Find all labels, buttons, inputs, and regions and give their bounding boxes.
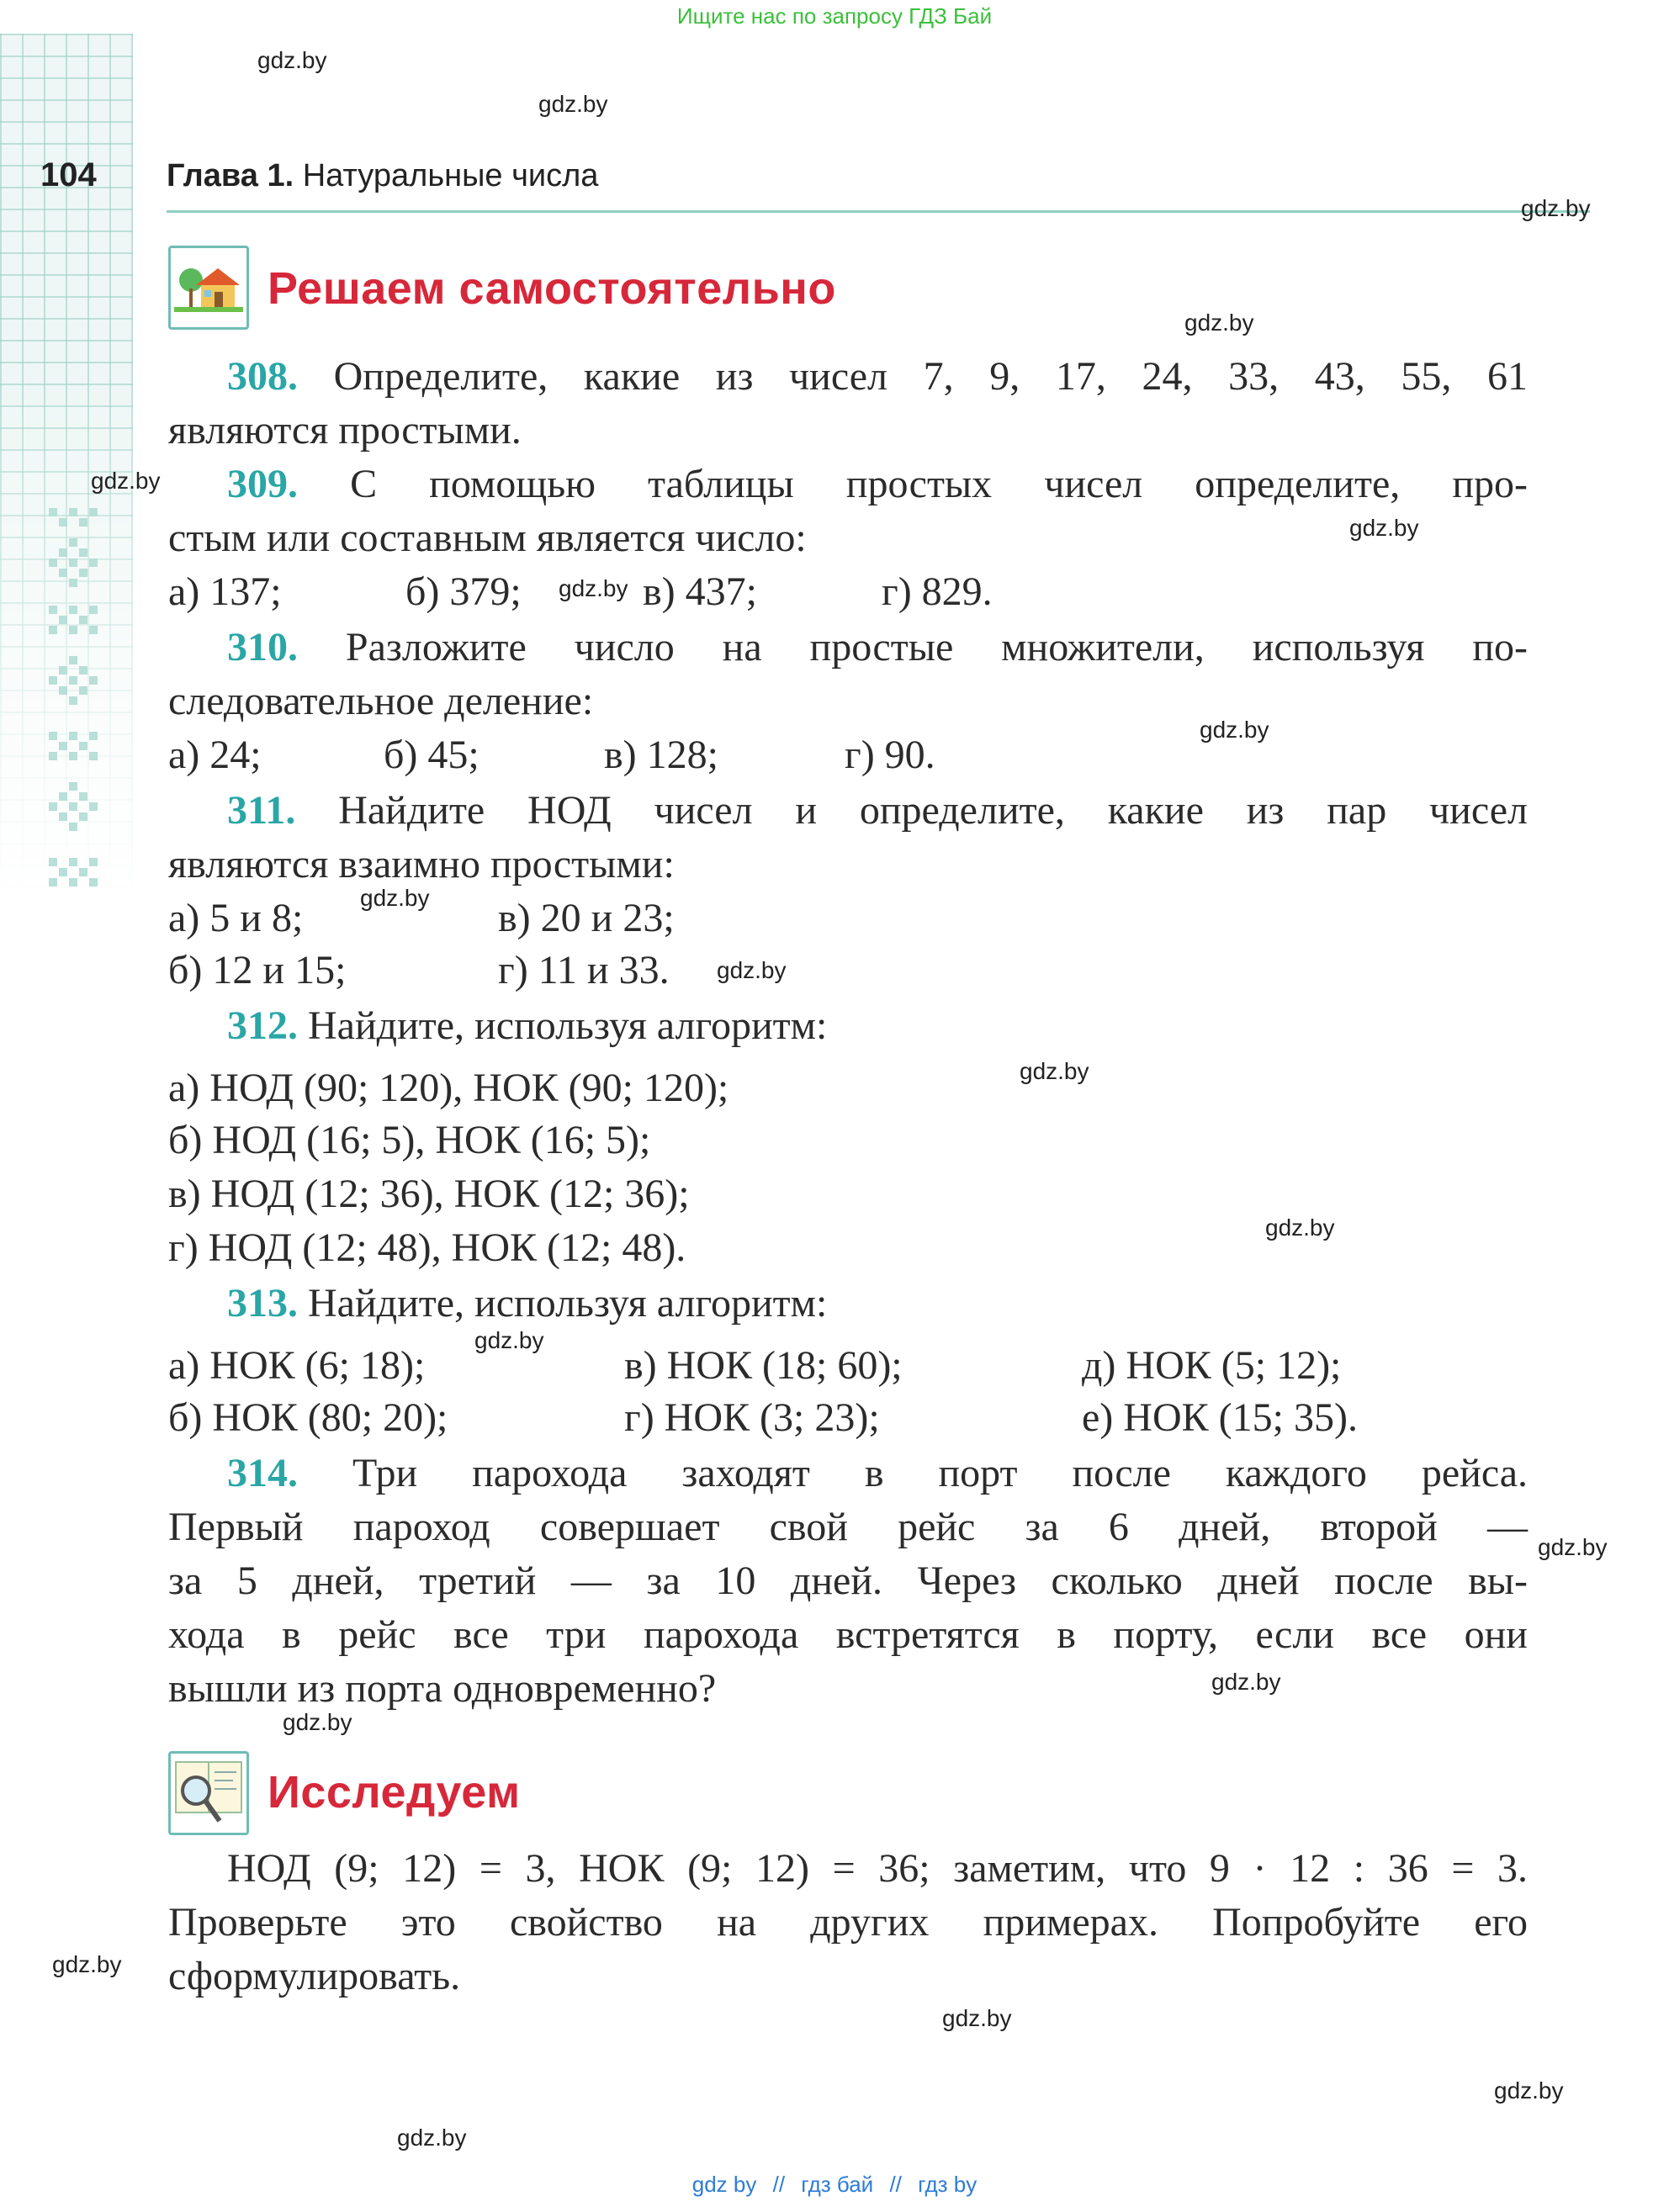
exercise-309-d: г) 829.: [882, 569, 993, 614]
watermark: gdz.by: [1521, 195, 1591, 221]
exercise-314-line1: [168, 1448, 1528, 1499]
exercise-314-line3: за 5 дней, третий — за 10 дней. Через сколько дней после вы-: [168, 1558, 1528, 1603]
exercise-308-line1: [168, 352, 1528, 402]
watermark: gdz.by: [1200, 717, 1269, 743]
exercise-311-line2: являются взаимно простыми:: [168, 842, 675, 886]
exercise-314-line5: вышли из порта одновременно?: [168, 1666, 717, 1711]
page-number: 104: [40, 156, 97, 193]
top-banner[interactable]: Ищите нас по запросу ГДЗ Бай: [676, 3, 993, 29]
exercise-314-line4: хода в рейс все три парохода встретятся в порту, если все они: [168, 1612, 1528, 1657]
exercise-text: Три парохода заходят в порт после каждого рейса.: [352, 1451, 1529, 1495]
exercise-310-a: а) 24;: [168, 733, 262, 777]
exercise-312-line1: [168, 1001, 1528, 1051]
watermark: gdz.by: [942, 2005, 1012, 2031]
exercise-309-c: в) 437;: [643, 569, 757, 614]
exercise-number: 309.: [227, 462, 298, 506]
exercise-311-line1: [168, 786, 1528, 836]
watermark: gdz.by: [538, 91, 608, 117]
watermark: gdz.by: [1265, 1214, 1335, 1241]
exercise-text: С помощью таблицы простых чисел определите, про-: [350, 462, 1529, 506]
watermark: gdz.by: [257, 47, 327, 73]
footer-link-gdz-bay[interactable]: гдз бай: [801, 2172, 874, 2197]
exercise-text: Найдите НОД чисел и определите, какие из пар чисел: [338, 788, 1528, 833]
explore-line2: Проверьте это свойство на других примерах. Попробуйте его: [168, 1900, 1528, 1945]
exercise-310-b: б) 45;: [384, 733, 480, 777]
exercise-text: Найдите, используя алгоритм:: [308, 1281, 828, 1326]
exercise-314-line2: Первый пароход совершает свой рейс за 6 дней, второй —: [168, 1505, 1528, 1549]
exercise-313-e: д) НОК (5; 12);: [1082, 1343, 1342, 1388]
exercise-309-b: б) 379;: [405, 569, 522, 614]
exercise-313-a: а) НОК (6; 18);: [168, 1343, 426, 1388]
watermark: gdz.by: [559, 575, 628, 601]
exercise-number: 314.: [227, 1451, 298, 1495]
exercise-text: Найдите, используя алгоритм:: [308, 1003, 828, 1048]
exercise-number: 308.: [227, 354, 298, 399]
footer-separator: //: [889, 2172, 902, 2197]
exercise-311-b: б) 12 и 15;: [168, 948, 347, 992]
footer-separator: //: [772, 2172, 786, 2197]
exercise-313-f: е) НОК (15; 35).: [1082, 1395, 1358, 1440]
exercise-309-line1: [168, 459, 1528, 510]
exercise-313-c: в) НОК (18; 60);: [624, 1343, 903, 1388]
exercise-309-line2: стым или составным является число:: [168, 516, 807, 560]
watermark: gdz.by: [1020, 1058, 1089, 1084]
magnifier-book-icon: [168, 1751, 249, 1835]
exercise-312-c: в) НОД (12; 36), НОК (12; 36);: [168, 1172, 690, 1216]
section-title-solve: Решаем самостоятельно: [268, 263, 836, 314]
section-title-explore: Исследуем: [268, 1767, 521, 1818]
chapter-label: Глава 1.: [167, 158, 294, 193]
exercise-311-a: а) 5 и 8;: [168, 896, 304, 940]
exercise-312-b: б) НОД (16; 5), НОК (16; 5);: [168, 1118, 651, 1162]
watermark: gdz.by: [52, 1951, 122, 1977]
watermark: gdz.by: [474, 1327, 544, 1353]
exercise-number: 310.: [227, 625, 298, 669]
exercise-310-line2: следовательное деление:: [168, 679, 594, 723]
exercise-311-d: г) 11 и 33.: [498, 948, 670, 992]
exercise-310-d: г) 90.: [845, 733, 935, 777]
footer-links: [0, 2172, 1669, 2198]
watermark: gdz.by: [717, 957, 787, 983]
watermark: gdz.by: [397, 2125, 467, 2151]
exercise-313-d: г) НОК (3; 23);: [624, 1395, 880, 1440]
explore-line3: сформулировать.: [168, 1954, 461, 1998]
explore-line1: НОД (9; 12) = 3, НОК (9; 12) = 36; заметим, что 9 · 12 : 36 = 3.: [227, 1846, 1528, 1891]
exercise-309-a: а) 137;: [168, 569, 282, 614]
watermark: gdz.by: [1349, 515, 1419, 541]
exercise-313-b: б) НОК (80; 20);: [168, 1395, 448, 1440]
exercise-312-d: г) НОД (12; 48), НОК (12; 48).: [168, 1225, 686, 1270]
ornament-pattern: [44, 505, 104, 900]
exercise-text: Разложите число на простые множители, используя по-: [345, 625, 1529, 669]
footer-link-gdz-by-cyr[interactable]: гдз by: [918, 2172, 978, 2197]
header-rule: [167, 210, 1590, 213]
exercise-310-c: в) 128;: [604, 733, 718, 777]
exercise-311-c: в) 20 и 23;: [498, 896, 675, 940]
watermark: gdz.by: [360, 885, 430, 911]
exercise-number: 312.: [227, 1003, 298, 1048]
chapter-heading: [167, 158, 598, 194]
chapter-title: Натуральные числа: [302, 158, 599, 193]
exercise-313-line1: [168, 1278, 1528, 1329]
footer-link-gdz-by[interactable]: gdz by: [691, 2172, 757, 2197]
watermark: gdz.by: [1494, 2077, 1564, 2104]
watermark: gdz.by: [91, 468, 161, 494]
watermark: gdz.by: [283, 1709, 352, 1735]
exercise-number: 311.: [227, 788, 296, 833]
exercise-310-line1: [168, 622, 1528, 673]
house-icon: [168, 246, 249, 330]
watermark: gdz.by: [1184, 310, 1254, 336]
exercise-number: 313.: [227, 1281, 298, 1326]
exercise-text: Определите, какие из чисел 7, 9, 17, 24, 33, 43, 55, 61: [333, 354, 1528, 399]
watermark: gdz.by: [1211, 1669, 1281, 1695]
watermark: gdz.by: [1538, 1534, 1608, 1560]
exercise-308-line2: являются простыми.: [168, 408, 522, 452]
exercise-312-a: а) НОД (90; 120), НОК (90; 120);: [168, 1066, 729, 1110]
